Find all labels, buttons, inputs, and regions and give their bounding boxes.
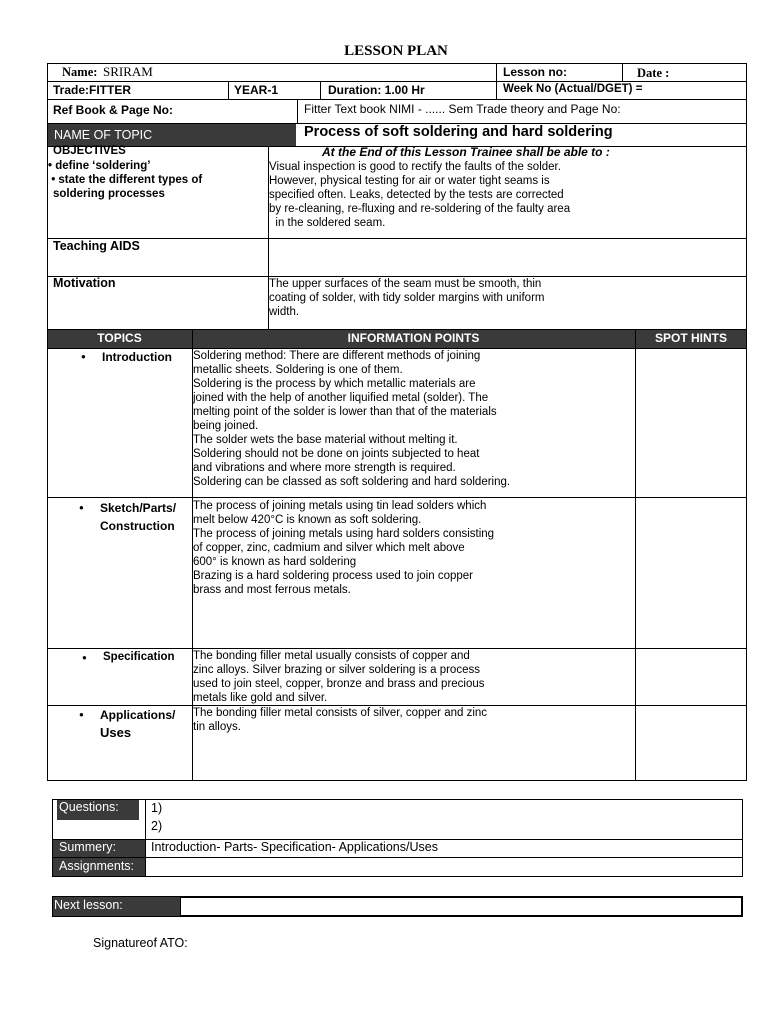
text-line: in the soldered seam. — [269, 217, 386, 229]
text-line: Visual inspection is good to rectify the faults of the solder. — [269, 161, 561, 173]
text-line: width. — [269, 306, 300, 318]
text-line: The upper surfaces of the seam must be smooth, thin — [269, 278, 542, 290]
topic-sketch: ● Sketch/Parts/ — [100, 501, 176, 515]
text-line: by re-cleaning, re-fluxing and re-soldering of the faulty area — [269, 203, 571, 215]
text-line: coating of solder, with tidy solder margins with uniform — [269, 292, 545, 304]
text-line: Soldering should not be done on joints subjected to heat — [193, 448, 480, 460]
text-line: metals like gold and silver. — [193, 692, 328, 704]
summary-label: Summery: — [59, 840, 116, 854]
info-introduction — [193, 349, 510, 489]
next-lesson-label: Next lesson: — [54, 898, 123, 912]
text-line: and vibrations and where more strength is required. — [193, 462, 456, 474]
text-line: used to join steel, copper, bronze and brass and precious — [193, 678, 485, 690]
lesson-no-label: Lesson no: — [503, 65, 568, 79]
trade-field: Trade:FITTER — [53, 83, 132, 97]
topic-value: Process of soft soldering and hard soldering — [304, 124, 613, 140]
next-lesson-field[interactable] — [180, 897, 742, 916]
week-field: Week No (Actual/DGET) = — [503, 83, 643, 95]
text-line: The bonding filler metal consists of silver, copper and zinc — [193, 707, 488, 719]
text-line: However, physical testing for air or water tight seams is — [269, 175, 550, 187]
topic-sketch-line2: Construction — [100, 519, 175, 533]
text-line: The solder wets the base material without melting it. — [193, 434, 458, 446]
questions-label: Questions: — [59, 800, 119, 814]
info-sketch — [193, 499, 494, 597]
question-1: 1) — [151, 801, 163, 815]
text-line: 600° is known as hard soldering — [193, 556, 357, 568]
objective-item: • state the different types of — [48, 174, 203, 186]
text-line: of copper, zinc, cadmium and silver which melt above — [193, 542, 465, 554]
objectives-list — [48, 159, 202, 201]
summary-value: Introduction- Parts- Specification- Applications/Uses — [151, 840, 438, 854]
objectives-heading: OBJECTIVES — [53, 145, 126, 157]
text-line: specified often. Leaks, detected by the tests are corrected — [269, 189, 564, 201]
motivation-label: Motivation — [53, 276, 116, 290]
motivation-text — [269, 277, 544, 319]
info-applications — [193, 706, 487, 734]
topic-applications: ● Applications/ — [100, 708, 175, 722]
signature-label: Signatureof ATO: — [93, 936, 188, 950]
text-line: being joined. — [193, 420, 259, 432]
teaching-aids-label: Teaching AIDS — [53, 239, 140, 253]
col-info: INFORMATION POINTS — [347, 331, 480, 345]
name-value: SRIRAM — [103, 64, 153, 79]
topic-introduction: ● Introduction — [102, 350, 172, 364]
info-specification — [193, 649, 485, 705]
text-line: metallic sheets. Soldering is one of them. — [193, 364, 403, 376]
assignments-label: Assignments: — [59, 859, 135, 873]
text-line: Brazing is a hard soldering process used to join copper — [193, 570, 473, 582]
topic-specification: ● Specification — [103, 651, 175, 663]
page-title: LESSON PLAN — [344, 43, 448, 59]
objective-item: soldering processes — [53, 188, 165, 200]
text-line: tin alloys. — [193, 721, 241, 733]
ref-book-value: Fitter Text book NIMI - ...... Sem Trade theory and Page No: — [304, 102, 621, 116]
text-line: Soldering can be classed as soft soldering and hard soldering. — [193, 476, 511, 488]
col-topics: TOPICS — [97, 331, 142, 345]
text-line: The process of joining metals using tin lead solders which — [193, 500, 487, 512]
text-line: The process of joining metals using hard solders consisting — [193, 528, 495, 540]
topic-applications-line2: Uses — [100, 725, 132, 740]
text-line: brass and most ferrous metals. — [193, 584, 351, 596]
text-line: Soldering method: There are different methods of joining — [193, 350, 481, 362]
text-line: Soldering is the process by which metallic materials are — [193, 378, 476, 390]
text-line: The bonding filler metal usually consists of copper and — [193, 650, 470, 662]
text-line: melt below 420°C is known as soft soldering. — [193, 514, 422, 526]
objectives-text — [269, 160, 570, 230]
text-line: melting point of the solder is lower than that of the materials — [193, 406, 497, 418]
question-2: 2) — [151, 819, 163, 833]
duration-field: Duration: 1.00 Hr — [328, 83, 425, 97]
year-field: YEAR-1 — [234, 83, 279, 97]
text-line: joined with the help of another liquified metal (solder). The — [193, 392, 489, 404]
name-label: Name: — [62, 65, 98, 79]
objective-item: • define ‘soldering’ — [48, 160, 151, 172]
topic-label: NAME OF TOPIC — [54, 128, 153, 142]
date-label: Date : — [637, 66, 670, 80]
col-hints: SPOT HINTS — [654, 331, 727, 345]
trainee-heading: At the End of this Lesson Trainee shall be able to : — [322, 145, 610, 159]
text-line: zinc alloys. Silver brazing or silver soldering is a process — [193, 664, 480, 676]
ref-book-label: Ref Book & Page No: — [53, 103, 174, 117]
